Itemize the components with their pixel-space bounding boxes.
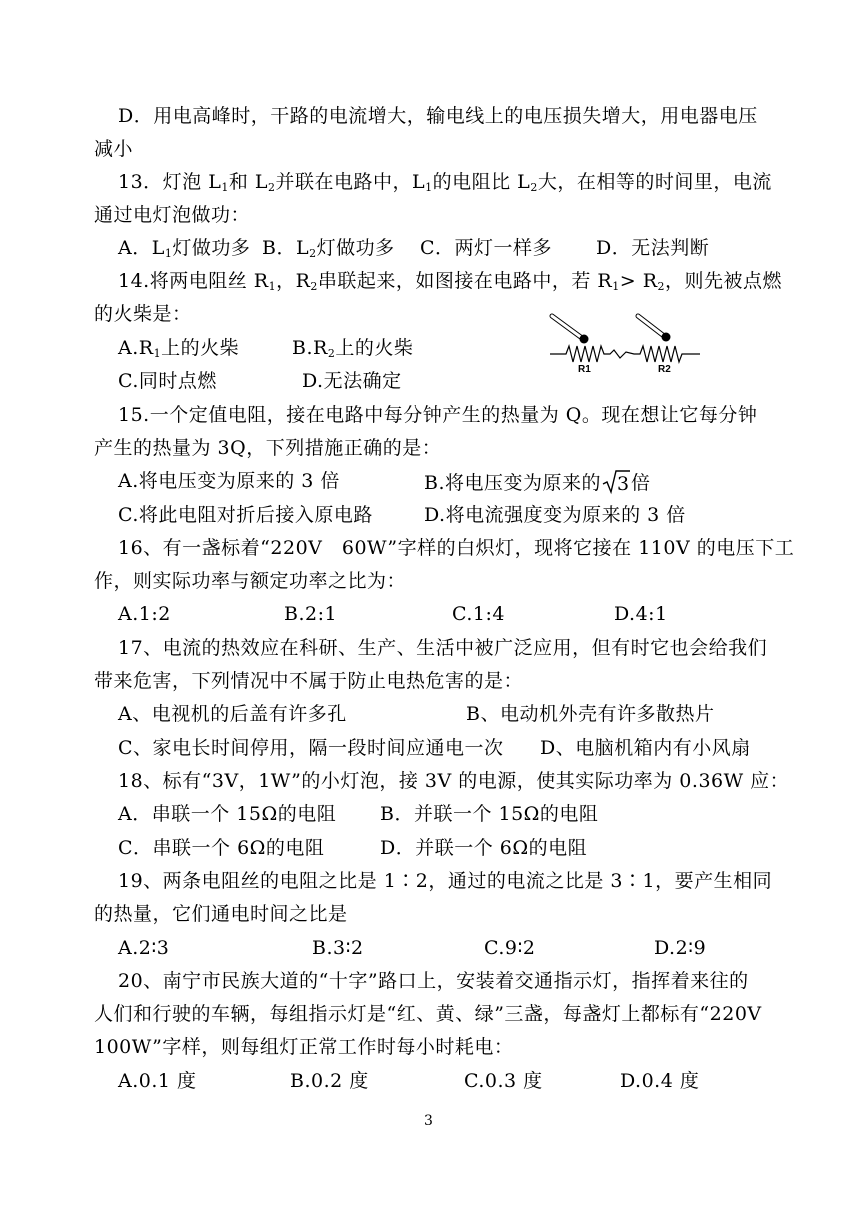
q20-stem-line1: 20、南宁市民族大道的“十字”路口上，安装着交通指示灯，指挥着来往的 [118, 970, 749, 992]
label-r1: R1 [578, 364, 591, 375]
q12-option-d-line2: 减小 [94, 138, 134, 160]
q14-stem-line2: 的火柴是： [94, 303, 192, 325]
q17-option-c: C、家电长时间停用，隔一段时间应通电一次 [118, 737, 504, 759]
q18-option-d: D．并联一个 6Ω的电阻 [380, 837, 588, 859]
q20-option-c: C.0.3 度 [464, 1070, 543, 1092]
q18-option-a: A．串联一个 15Ω的电阻 [118, 803, 337, 825]
q13-option-d: D．无法判断 [596, 237, 710, 259]
match-head-r1 [580, 335, 589, 344]
match-head-r2 [662, 333, 671, 342]
q12-option-d-line1: D．用电高峰时，干路的电流增大，输电线上的电压损失增大，用电器电压 [118, 105, 758, 127]
q17-option-b: B、电动机外壳有许多散热片 [466, 703, 715, 725]
q15-option-a: A.将电压变为原来的 3 倍 [118, 470, 340, 492]
page-number: 3 [424, 1113, 433, 1129]
q20-stem-line3: 100W”字样，则每组灯正常工作时每小时耗电： [94, 1036, 514, 1058]
q19-stem-line1: 19、两条电阻丝的电阻之比是 1∶2，通过的电流之比是 3∶1，要产生相同 [118, 870, 773, 892]
sqrt-symbol [601, 469, 631, 495]
q17-option-a: A、电视机的后盖有许多孔 [118, 703, 347, 725]
q15-stem-line1: 15.一个定值电阻，接在电路中每分钟产生的热量为 Q。现在想让它每分钟 [118, 404, 758, 426]
q14-option-d: D.无法确定 [302, 370, 402, 392]
q20-stem-line2: 人们和行驶的车辆，每组指示灯是“红、黄、绿”三盏，每盏灯上都标有“220V [94, 1003, 762, 1025]
svg-text:3: 3 [617, 473, 630, 495]
q20-option-a: A.0.1 度 [118, 1070, 197, 1092]
q13-stem-line2: 通过电灯泡做功： [94, 204, 251, 226]
q17-option-d: D、电脑机箱内有小风扇 [540, 737, 751, 759]
q19-option-d: D.2∶9 [654, 937, 707, 959]
q16-stem-line2: 作，则实际功率与额定功率之比为： [94, 570, 407, 592]
q16-option-b: B.2:1 [284, 603, 338, 625]
q20-option-d: D.0.4 度 [620, 1070, 700, 1092]
q16-option-d: D.4:1 [614, 603, 668, 625]
q18-option-b: B．并联一个 15Ω的电阻 [380, 803, 599, 825]
q20-option-b: B.0.2 度 [290, 1070, 369, 1092]
q13-option-c: C．两灯一样多 [420, 237, 553, 259]
q14-option-a: $A.R_1$上的火柴 [118, 337, 240, 360]
q14-option-b: $B.R_2$上的火柴 [292, 337, 414, 360]
q15-stem-line2: 产生的热量为 3Q，下列措施正确的是： [94, 437, 442, 459]
q14-option-c: C.同时点燃 [118, 370, 217, 392]
q17-stem-line1: 17、电流的热效应在科研、生产、生活中被广泛应用，但有时它也会给我们 [118, 637, 768, 659]
q19-option-a: A.2∶3 [118, 937, 170, 959]
q19-option-c: C.9∶2 [484, 937, 536, 959]
q16-option-a: A.1:2 [118, 603, 171, 625]
q16-stem-line1: 16、有一盏标着“220V 60W”字样的白炽灯，现将它接在 110V 的电压下工 [118, 537, 795, 559]
q18-stem-line1: 18、标有“3V，1W”的小灯泡，接 3V 的电源，使其实际功率为 0.36W 应： [118, 770, 790, 792]
resistor-zigzag [550, 346, 700, 362]
q19-option-b: B.3∶2 [312, 937, 364, 959]
q13-stem-line1: 13．灯泡 $L_1$和 $L_2$并联在电路中，$L_1$的电阻比 $L_2$大，在相等的时间里，电流 [118, 171, 772, 194]
q15-option-c: C.将此电阻对折后接入原电路 [118, 504, 373, 526]
q13-option-a: A．$L_1$灯做功多 [118, 237, 251, 260]
q13-option-b: B．$L_2$灯做功多 [262, 237, 395, 260]
resistor-match-figure [548, 310, 708, 376]
label-r2: R2 [658, 364, 671, 375]
q17-stem-line2: 带来危害，下列情况中不属于防止电热危害的是： [94, 670, 524, 692]
q15-option-b: B.将电压变为原来的 3 倍 [424, 469, 651, 495]
q19-stem-line2: 的热量，它们通电时间之比是 [94, 903, 348, 925]
q14-stem-line1: 14.将两电阻丝 $R_1$，$R_2$串联起来，如图接在电路中，若 $R_1> R_2$，则先被点燃 [118, 270, 783, 293]
q18-option-c: C．串联一个 6Ω的电阻 [118, 837, 325, 859]
q15-option-d: D.将电流强度变为原来的 3 倍 [424, 504, 686, 526]
q16-option-c: C.1:4 [452, 603, 505, 625]
